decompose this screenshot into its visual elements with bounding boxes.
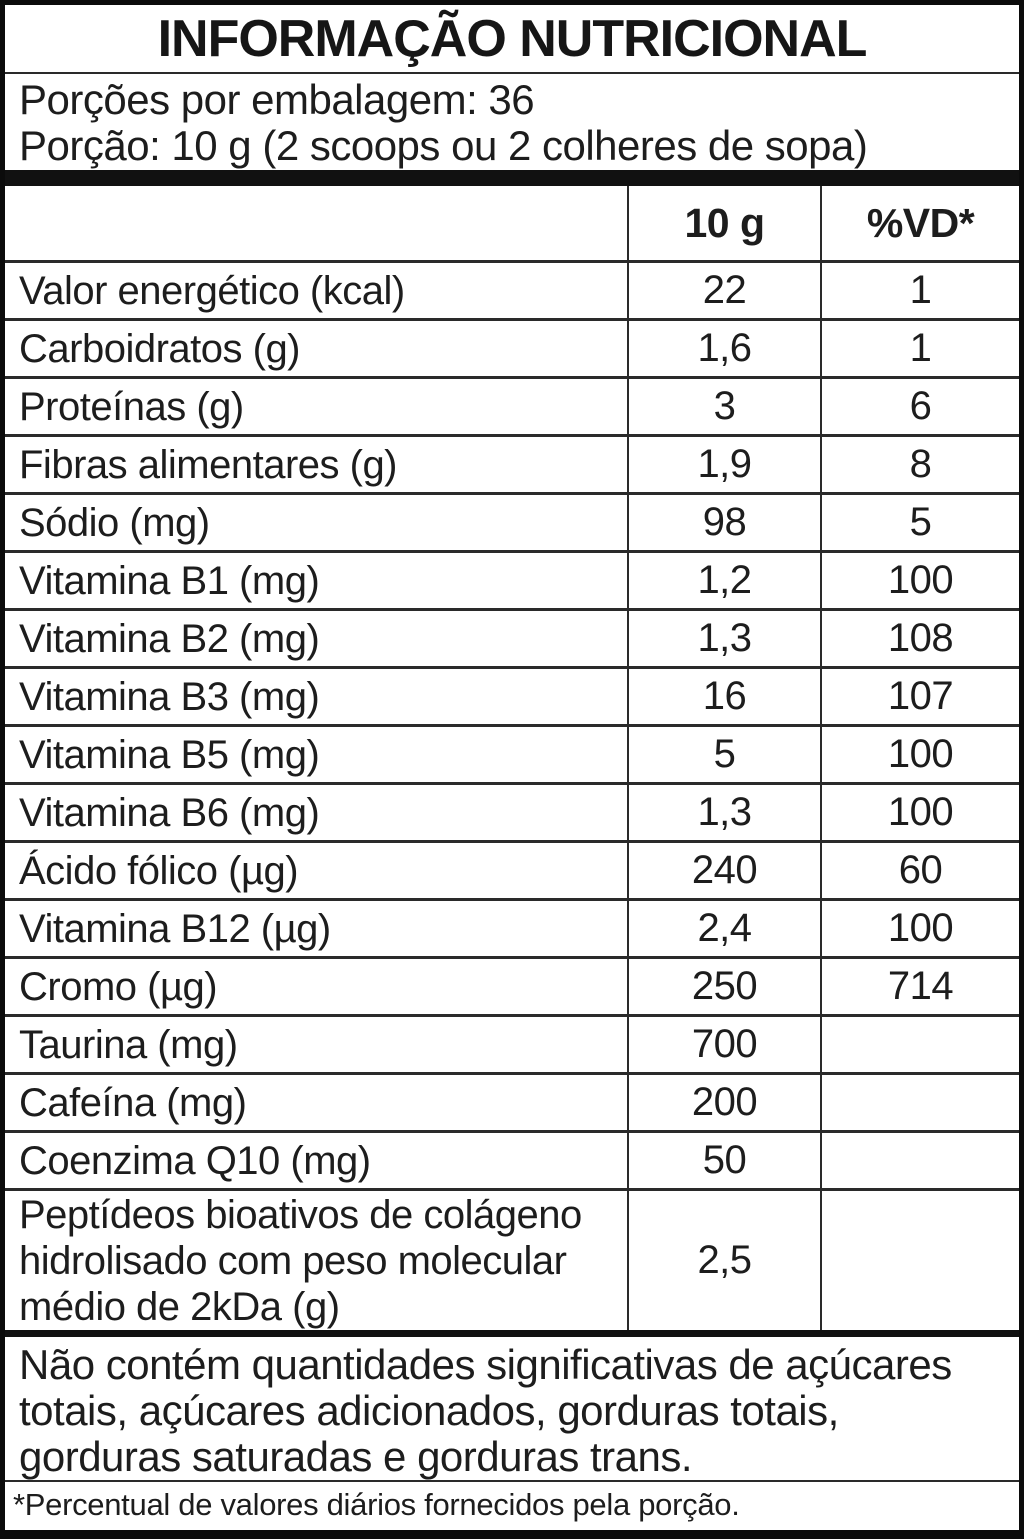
insignificant-nutrients-note: Não contém quantidades significativas de açúcares totais, açúcares adicionados, gorduras totais, gorduras saturadas e gorduras trans. <box>19 1341 952 1480</box>
nutrient-dv <box>820 1191 1019 1330</box>
nutrient-amount: 2,4 <box>627 901 820 956</box>
nutrient-name: Taurina (mg) <box>19 1022 238 1067</box>
nutrient-amount: 98 <box>627 495 820 550</box>
nutrient-dv: 108 <box>820 611 1019 666</box>
nutrient-name: Ácido fólico (µg) <box>19 848 299 893</box>
nutrition-table <box>5 186 1019 1330</box>
label-title: INFORMAÇÃO NUTRICIONAL <box>157 9 867 68</box>
table-row <box>5 379 1019 437</box>
table-row <box>5 553 1019 611</box>
nutrient-amount: 700 <box>627 1017 820 1072</box>
nutrient-amount: 240 <box>627 843 820 898</box>
nutrient-dv: 60 <box>820 843 1019 898</box>
nutrient-name: Cromo (µg) <box>19 964 218 1009</box>
nutrient-dv <box>820 1133 1019 1188</box>
nutrient-name: Cafeína (mg) <box>19 1080 247 1125</box>
nutrient-amount: 50 <box>627 1133 820 1188</box>
nutrient-dv: 8 <box>820 437 1019 492</box>
table-row <box>5 785 1019 843</box>
nutrient-dv: 1 <box>820 263 1019 318</box>
serving-info <box>5 74 1019 170</box>
separator-bar-bottom <box>5 1330 1019 1337</box>
table-row <box>5 1191 1019 1330</box>
label-header <box>5 5 1019 74</box>
nutrient-name: Vitamina B12 (µg) <box>19 906 331 951</box>
nutrient-name: Proteínas (g) <box>19 384 244 429</box>
nutrient-amount: 5 <box>627 727 820 782</box>
table-row <box>5 1075 1019 1133</box>
nutrient-dv: 100 <box>820 901 1019 956</box>
table-row <box>5 321 1019 379</box>
nutrient-name: Sódio (mg) <box>19 500 210 545</box>
table-row <box>5 263 1019 321</box>
nutrient-amount: 1,2 <box>627 553 820 608</box>
nutrient-amount: 22 <box>627 263 820 318</box>
nutrient-amount: 1,3 <box>627 611 820 666</box>
table-header-row <box>5 186 1019 263</box>
nutrient-name: Fibras alimentares (g) <box>19 442 398 487</box>
nutrient-amount: 1,3 <box>627 785 820 840</box>
table-row <box>5 1133 1019 1191</box>
nutrient-dv: 1 <box>820 321 1019 376</box>
table-row <box>5 611 1019 669</box>
nutrient-dv: 100 <box>820 553 1019 608</box>
nutrient-dv: 100 <box>820 785 1019 840</box>
table-row <box>5 437 1019 495</box>
nutrient-name: Vitamina B6 (mg) <box>19 790 320 835</box>
nutrient-amount: 3 <box>627 379 820 434</box>
table-row <box>5 959 1019 1017</box>
column-header-amount: 10 g <box>627 186 820 260</box>
nutrient-dv: 107 <box>820 669 1019 724</box>
table-row <box>5 843 1019 901</box>
nutrient-amount: 2,5 <box>627 1191 820 1330</box>
nutrient-amount: 1,9 <box>627 437 820 492</box>
nutrient-dv: 100 <box>820 727 1019 782</box>
nutrient-name: Vitamina B3 (mg) <box>19 674 320 719</box>
nutrient-dv <box>820 1075 1019 1130</box>
table-row <box>5 727 1019 785</box>
nutrient-amount: 250 <box>627 959 820 1014</box>
nutrient-dv <box>820 1017 1019 1072</box>
column-header-nutrient <box>5 186 627 260</box>
nutrient-dv: 6 <box>820 379 1019 434</box>
nutrient-name: Peptídeos bioativos de colágeno hidrolisado com peso molecular médio de 2kDa (g) <box>19 1192 582 1329</box>
nutrient-name: Carboidratos (g) <box>19 326 301 371</box>
nutrient-name: Vitamina B1 (mg) <box>19 558 320 603</box>
column-header-dv: %VD* <box>820 186 1019 260</box>
nutrient-name: Vitamina B2 (mg) <box>19 616 320 661</box>
nutrient-amount: 200 <box>627 1075 820 1130</box>
nutrient-name: Vitamina B5 (mg) <box>19 732 320 777</box>
daily-values-footnote: *Percentual de valores diários fornecidos pela porção. <box>5 1480 1019 1528</box>
servings-per-package: Porções por embalagem: 36 <box>19 76 535 123</box>
table-row <box>5 495 1019 553</box>
table-row <box>5 901 1019 959</box>
nutrient-name: Coenzima Q10 (mg) <box>19 1138 371 1183</box>
table-row <box>5 1017 1019 1075</box>
serving-size: Porção: 10 g (2 scoops ou 2 colheres de sopa) <box>19 122 868 169</box>
table-body <box>5 263 1019 1330</box>
nutrient-dv: 714 <box>820 959 1019 1014</box>
nutrient-name: Valor energético (kcal) <box>19 268 405 313</box>
nutrient-amount: 1,6 <box>627 321 820 376</box>
nutrient-dv: 5 <box>820 495 1019 550</box>
table-row <box>5 669 1019 727</box>
nutrient-amount: 16 <box>627 669 820 724</box>
separator-bar-top <box>5 170 1019 186</box>
